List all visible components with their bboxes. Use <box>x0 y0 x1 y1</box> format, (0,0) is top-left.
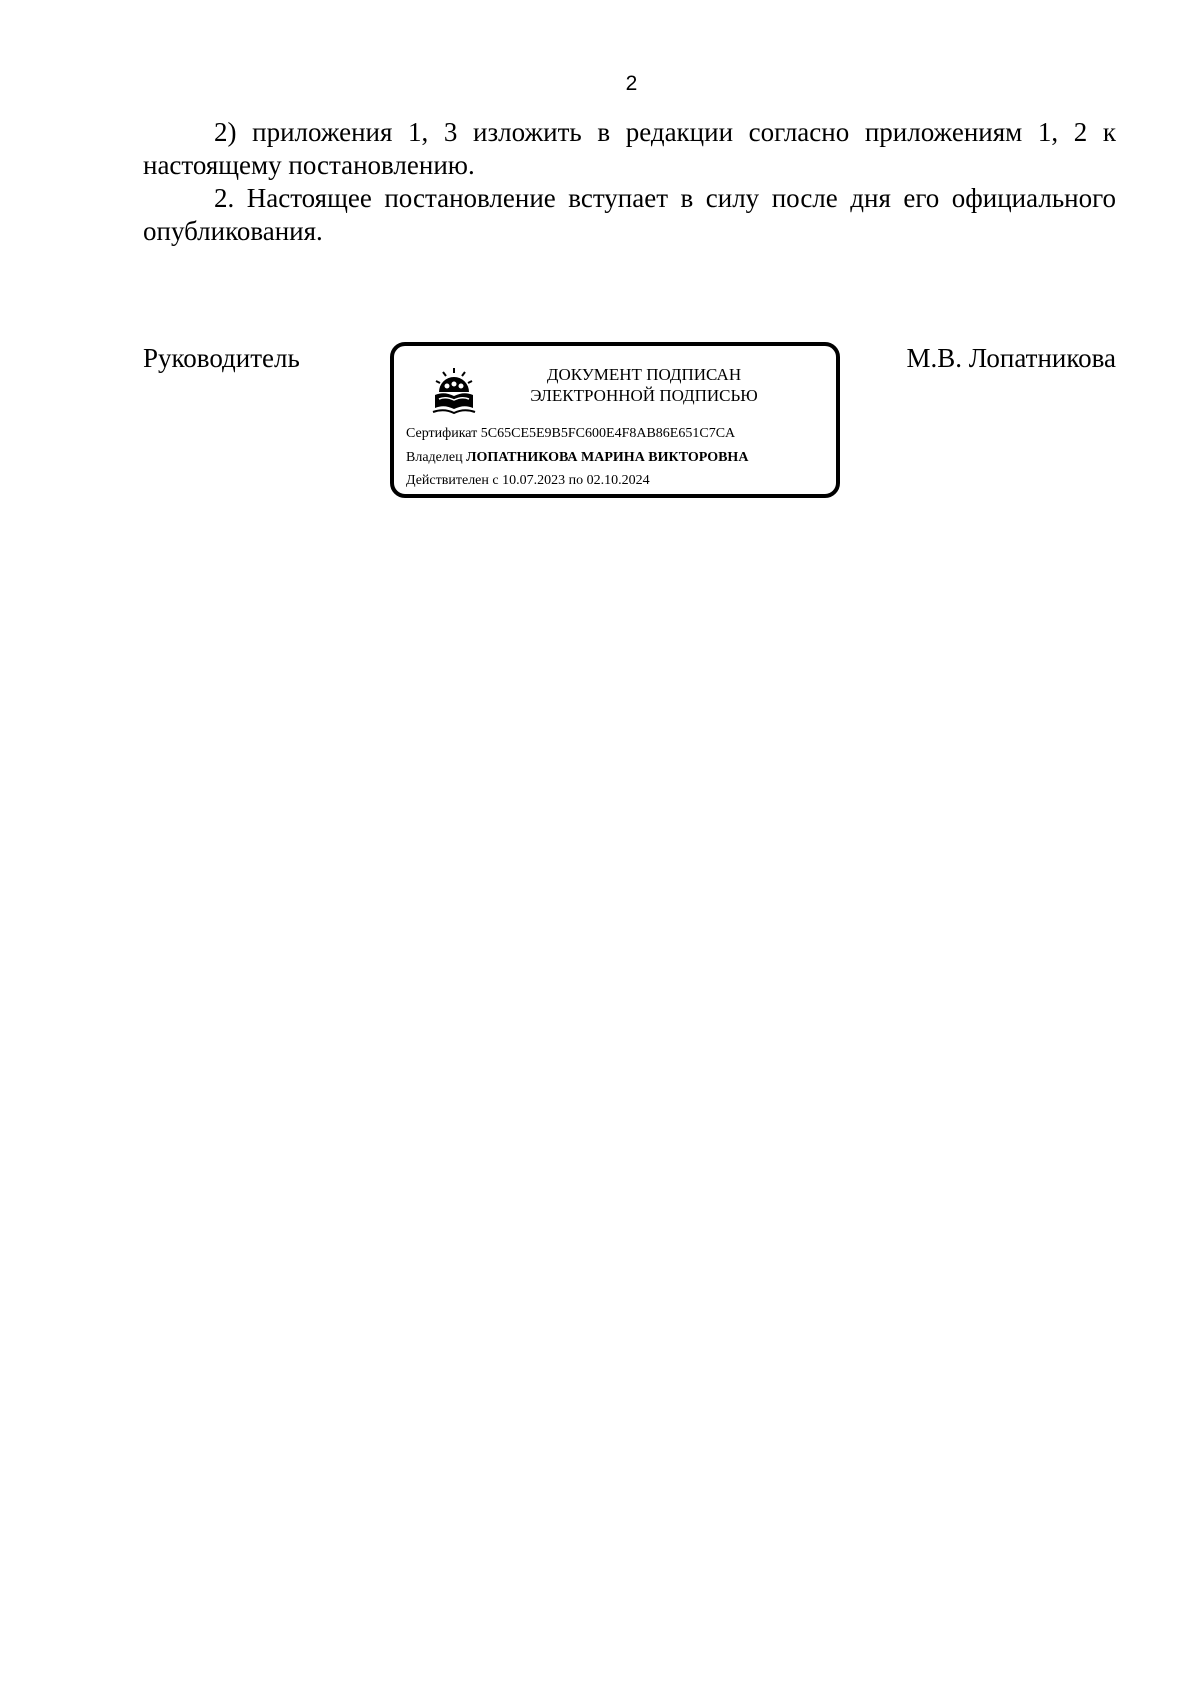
electronic-signature-stamp <box>390 342 840 498</box>
stamp-certificate <box>406 426 735 442</box>
stamp-heading <box>494 364 794 406</box>
valid-to-label: по <box>568 473 584 488</box>
certificate-label: Сертификат <box>406 426 478 441</box>
valid-to: 02.10.2024 <box>586 473 650 488</box>
stamp-heading-line-2: ЭЛЕКТРОННОЙ ПОДПИСЬЮ <box>530 386 758 405</box>
paragraph-effective-date: 2. Настоящее постановление вступает в силу после дня его официального опубликования. <box>143 183 1116 246</box>
signatory-position: Руководитель <box>143 343 300 373</box>
stamp-heading-line-1: ДОКУМЕНТ ПОДПИСАН <box>546 365 742 384</box>
paragraph-amendment: 2) приложения 1, 3 изложить в редакции согласно приложениям 1, 2 к настоящему постановлению. <box>143 117 1116 180</box>
owner-value: ЛОПАТНИКОВА МАРИНА ВИКТОРОВНА <box>466 450 749 465</box>
valid-from: 10.07.2023 <box>502 473 566 488</box>
page-number: 2 <box>625 72 638 95</box>
stamp-owner <box>406 450 748 466</box>
certificate-value: 5C65CE5E9B5FC600E4F8AB86E651C7CA <box>480 426 736 441</box>
valid-label: Действителен с <box>406 473 499 488</box>
signatory-name: М.В. Лопатникова <box>906 343 1116 373</box>
owner-label: Владелец <box>406 450 463 465</box>
coat-of-arms-icon <box>430 362 478 418</box>
stamp-validity <box>406 473 650 489</box>
document-body <box>143 116 1116 248</box>
